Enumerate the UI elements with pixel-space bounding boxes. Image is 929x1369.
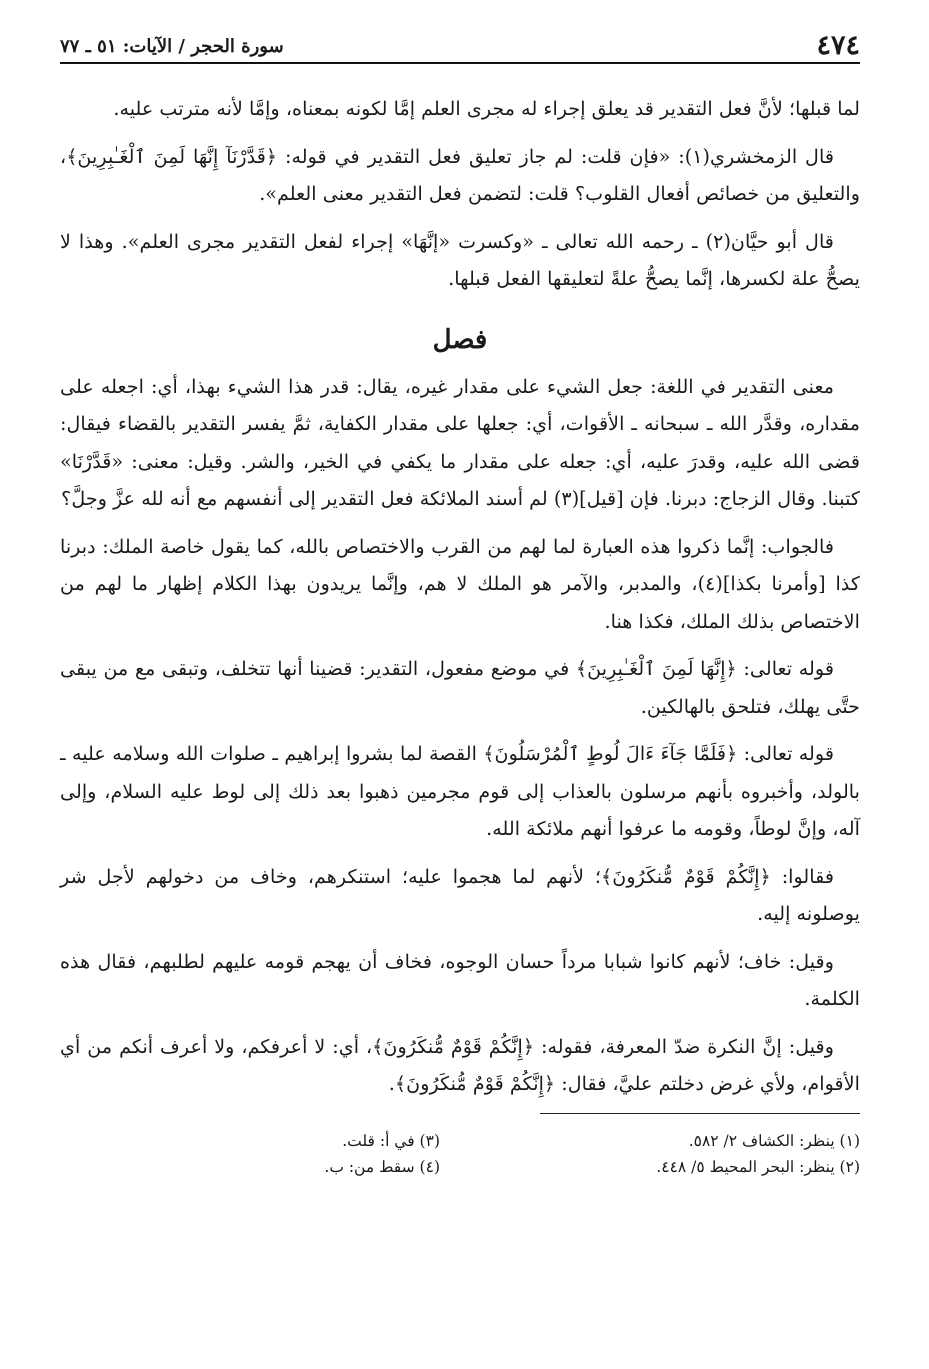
paragraph: معنى التقدير في اللغة: جعل الشيء على مقدار غيره، يقال: قدر هذا الشيء بهذا، أي: اجعله على مقداره، وقدَّر الله ـ سبحانه ـ الأقوات، أي: جعلها على مقدار الكفاية، ثمَّ يفسر التقدير بالقضاء فيقال: قضى الله عليه، وقدرَ عليه، أي: جعله على مقدار ما يكفي في الخير، والشر. وقيل: معنى: «قَدَّرْنَا» كتبنا. وقال الزجاج: دبرنا. فإن [قيل](٣) لم أسند الملائكة فعل التقدير إلى أنفسهم مع أنه لله عزَّ وجلَّ؟ [60,374,860,510]
page-header [60,22,860,64]
paragraph: قال الزمخشري(١): «فإن قلت: لم جاز تعليق فعل التقدير في قوله: ﴿قَدَّرْنَآ إِنَّهَا لَمِنَ ٱلْغَـٰبِرِينَ﴾، والتعليق من خصائص أفعال القلوب؟ قلت: لتضمن فعل التقدير معنى العلم». [60,144,860,205]
running-title: سورة الحجر / الآيات: ٥١ ـ ٧٧ [60,36,284,57]
page-body [60,90,860,1103]
paragraph: قوله تعالى: ﴿فَلَمَّا جَآءَ ءَالَ لُوطٍ ٱلْمُرْسَلُونَ﴾ القصة لما بشروا إبراهيم ـ صلوات الله وسلامه عليه ـ بالولد، وأخبروه بأنهم مرسلون بالعذاب إلى قوم مجرمين ذهبوا بعد ذلك إلى لوط عليه السلام، وإلى آله، وإنَّ لوطاً، وقومه ما عرفوا أنهم ملائكة الله. [60,742,860,840]
footnote: (٤) سقط من: ب. [324,1157,440,1176]
footnotes [60,1128,860,1180]
paragraph: قوله تعالى: ﴿إِنَّهَا لَمِنَ ٱلْغَـٰبِرِينَ﴾ في موضع مفعول، التقدير: قضينا أنها تتخلف، وتبقى مع من يبقى حتَّى يهلك، فتلحق بالهالكين. [60,657,860,718]
paragraph: فالجواب: إنَّما ذكروا هذه العبارة لما لهم من القرب والاختصاص بالله، كما يقول خاصة الملك: دبرنا كذا [وأمرنا بكذا](٤)، والمدبر، والآمر هو الملك لا هم، وإنَّما يريدون بهذا الكلام إظهار ما لهم من الاختصاص بذلك الملك، فكذا هنا. [60,534,860,633]
footnote-separator [540,1113,860,1114]
paragraph: وقيل: خاف؛ لأنهم كانوا شبابا مرداً حسان الوجوه، فخاف أن يهجم قومه عليهم لطلبهم، فقال هذه الكلمة. [60,949,860,1010]
page-number: ٤٧٤ [816,30,860,61]
paragraph: لما قبلها؛ لأنَّ فعل التقدير قد يعلق إجراء له مجرى العلم إمَّا لكونه بمعناه، وإمَّا لأنه مترتب عليه. [113,97,860,120]
paragraph: وقيل: إنَّ النكرة ضدّ المعرفة، فقوله: ﴿إِنَّكُمْ قَوْمٌ مُّنكَرُونَ﴾، أي: لا أعرفكم، ولا أعرف أنكم من أي الأقوام، ولأي غرض دخلتم عليَّ، فقال: ﴿إِنَّكُمْ قَوْمٌ مُّنكَرُونَ﴾. [60,1034,860,1095]
book-page [60,22,860,1180]
footnote: (٣) في أ: قلت. [342,1131,440,1150]
footnote: (٢) ينظر: البحر المحيط ٥/ ٤٤٨. [656,1157,860,1176]
footnote: (١) ينظر: الكشاف ٢/ ٥٨٢. [688,1131,860,1150]
paragraph: قال أبو حيَّان(٢) ـ رحمه الله تعالى ـ «وكسرت «إنَّهَا» إجراء لفعل التقدير مجرى العلم». وهذا لا يصحُّ علة لكسرها، إنَّما يصحُّ علةً لتعليقها الفعل قبلها. [60,229,860,290]
paragraph: فقالوا: ﴿إِنَّكُمْ قَوْمٌ مُّنكَرُونَ﴾؛ لأنهم لما هجموا عليه؛ استنكرهم، وخاف من دخولهم لأجل شر يوصلونه إليه. [60,864,860,925]
section-title: فصل [432,324,488,355]
